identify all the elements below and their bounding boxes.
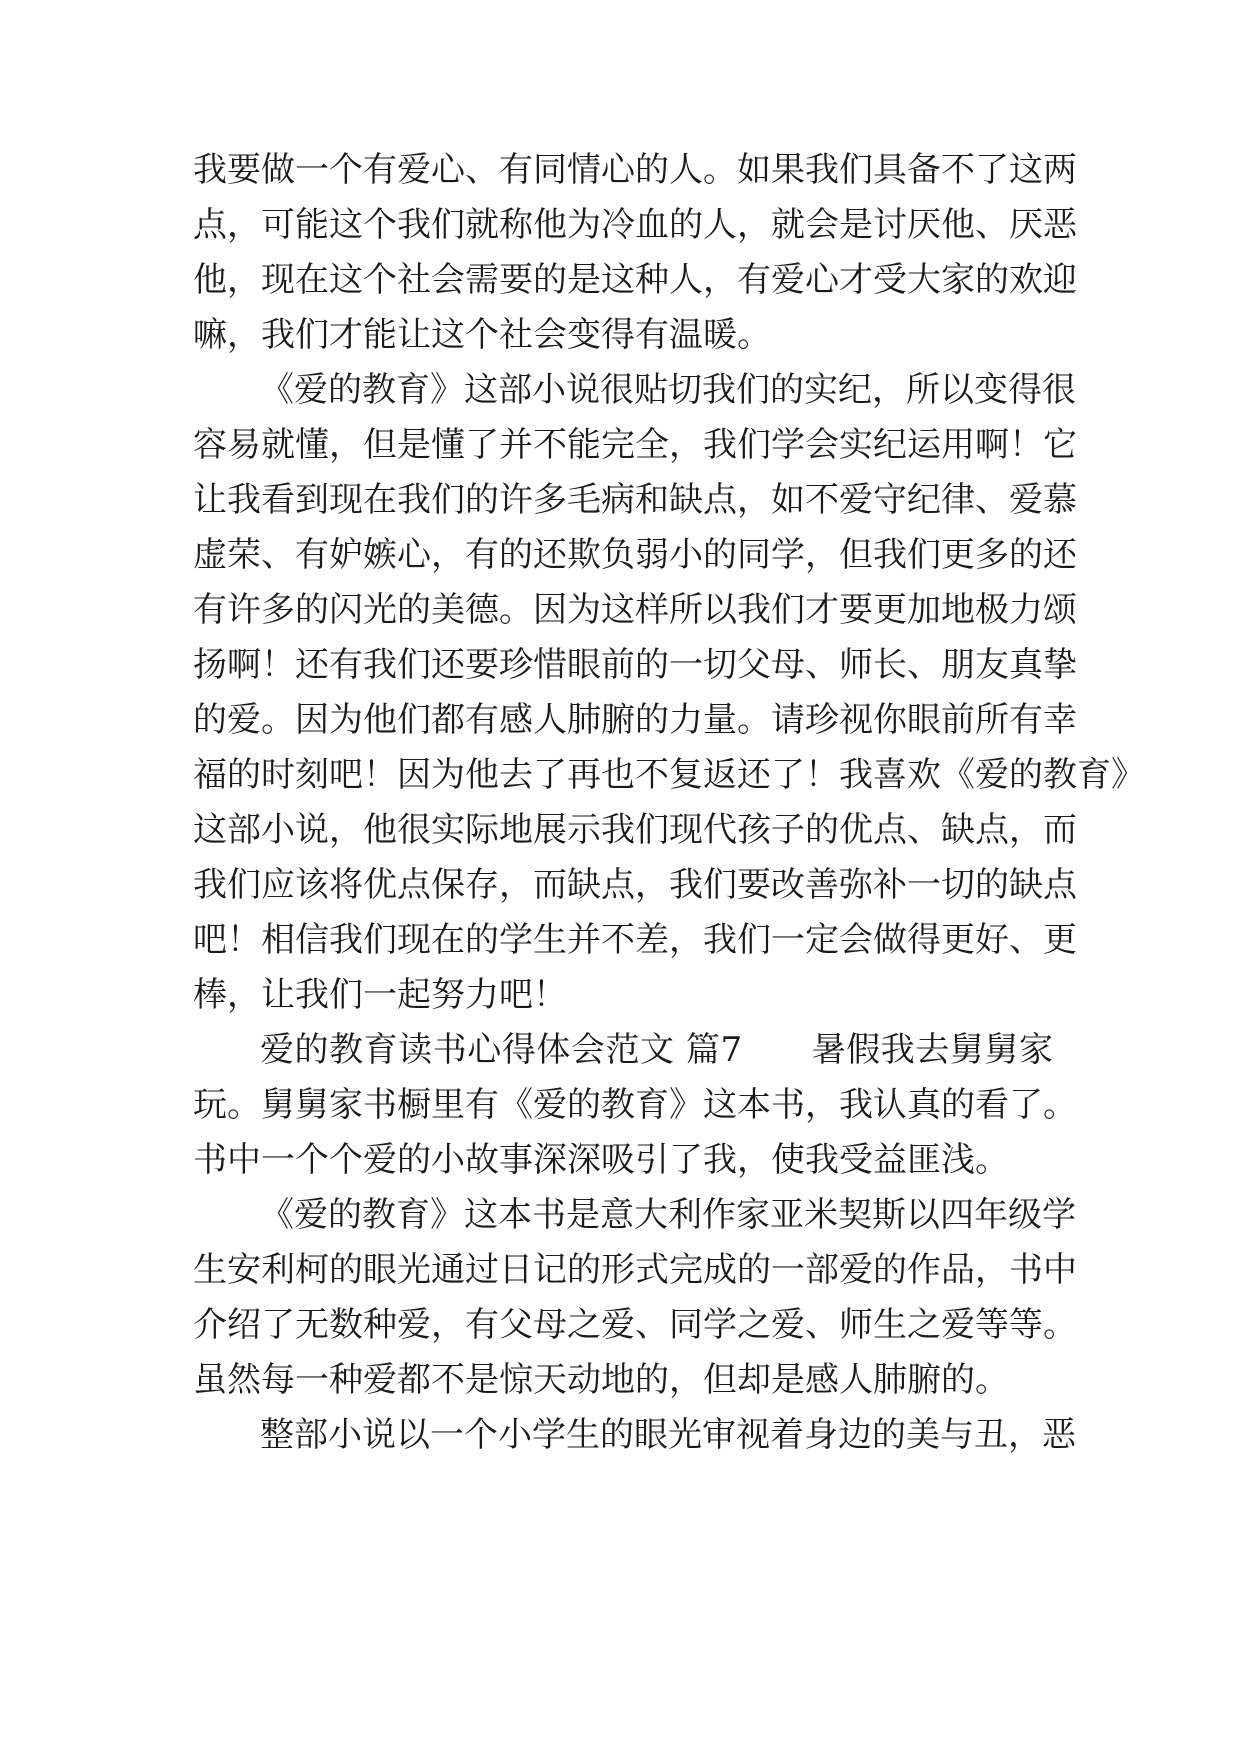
text-line: 他，现在这个社会需要的是这种人，有爱心才受大家的欢迎 — [193, 260, 1077, 300]
text-line: 有许多的闪光的美德。因为这样所以我们才要更加地极力颂 — [193, 590, 1077, 630]
text-line: 棒，让我们一起努力吧！ — [193, 975, 567, 1015]
text-line: 的爱。因为他们都有感人肺腑的力量。请珍视你眼前所有幸 — [193, 700, 1077, 740]
text-line: 生安利柯的眼光通过日记的形式完成的一部爱的作品，书中 — [193, 1250, 1077, 1290]
text-line: 玩。舅舅家书橱里有《爱的教育》这本书，我认真的看了。 — [193, 1085, 1077, 1125]
text-line: 我要做一个有爱心、有同情心的人。如果我们具备不了这两 — [193, 150, 1077, 190]
text-line: 福的时刻吧！因为他去了再也不复返还了！我喜欢《爱的教育》 — [193, 755, 1145, 795]
text-line: 虽然每一种爱都不是惊天动地的，但却是感人肺腑的。 — [193, 1360, 1009, 1400]
text-line: 点，可能这个我们就称他为冷血的人，就会是讨厌他、厌恶 — [193, 205, 1077, 245]
text-line: 介绍了无数种爱，有父母之爱、同学之爱、师生之爱等等。 — [193, 1305, 1077, 1345]
text-line: 嘛，我们才能让这个社会变得有温暖。 — [193, 315, 771, 355]
text-line: 《爱的教育》这本书是意大利作家亚米契斯以四年级学 — [260, 1195, 1076, 1235]
text-line: 容易就懂，但是懂了并不能完全，我们学会实纪运用啊！它 — [193, 425, 1077, 465]
text-line: 这部小说，他很实际地展示我们现代孩子的优点、缺点，而 — [193, 810, 1077, 850]
section-heading-line: 爱的教育读书心得体会范文 篇7 暑假我去舅舅家 — [260, 1030, 1053, 1070]
text-line: 我们应该将优点保存，而缺点，我们要改善弥补一切的缺点 — [193, 865, 1077, 905]
text-line: 扬啊！还有我们还要珍惜眼前的一切父母、师长、朋友真挚 — [193, 645, 1077, 685]
text-line: 虚荣、有妒嫉心，有的还欺负弱小的同学，但我们更多的还 — [193, 535, 1077, 575]
text-line: 吧！相信我们现在的学生并不差，我们一定会做得更好、更 — [193, 920, 1077, 960]
text-line: 让我看到现在我们的许多毛病和缺点，如不爱守纪律、爱慕 — [193, 480, 1077, 520]
text-line: 整部小说以一个小学生的眼光审视着身边的美与丑，恶 — [260, 1415, 1076, 1455]
text-line: 书中一个个爱的小故事深深吸引了我，使我受益匪浅。 — [193, 1140, 1009, 1180]
text-line: 《爱的教育》这部小说很贴切我们的实纪，所以变得很 — [260, 370, 1076, 410]
